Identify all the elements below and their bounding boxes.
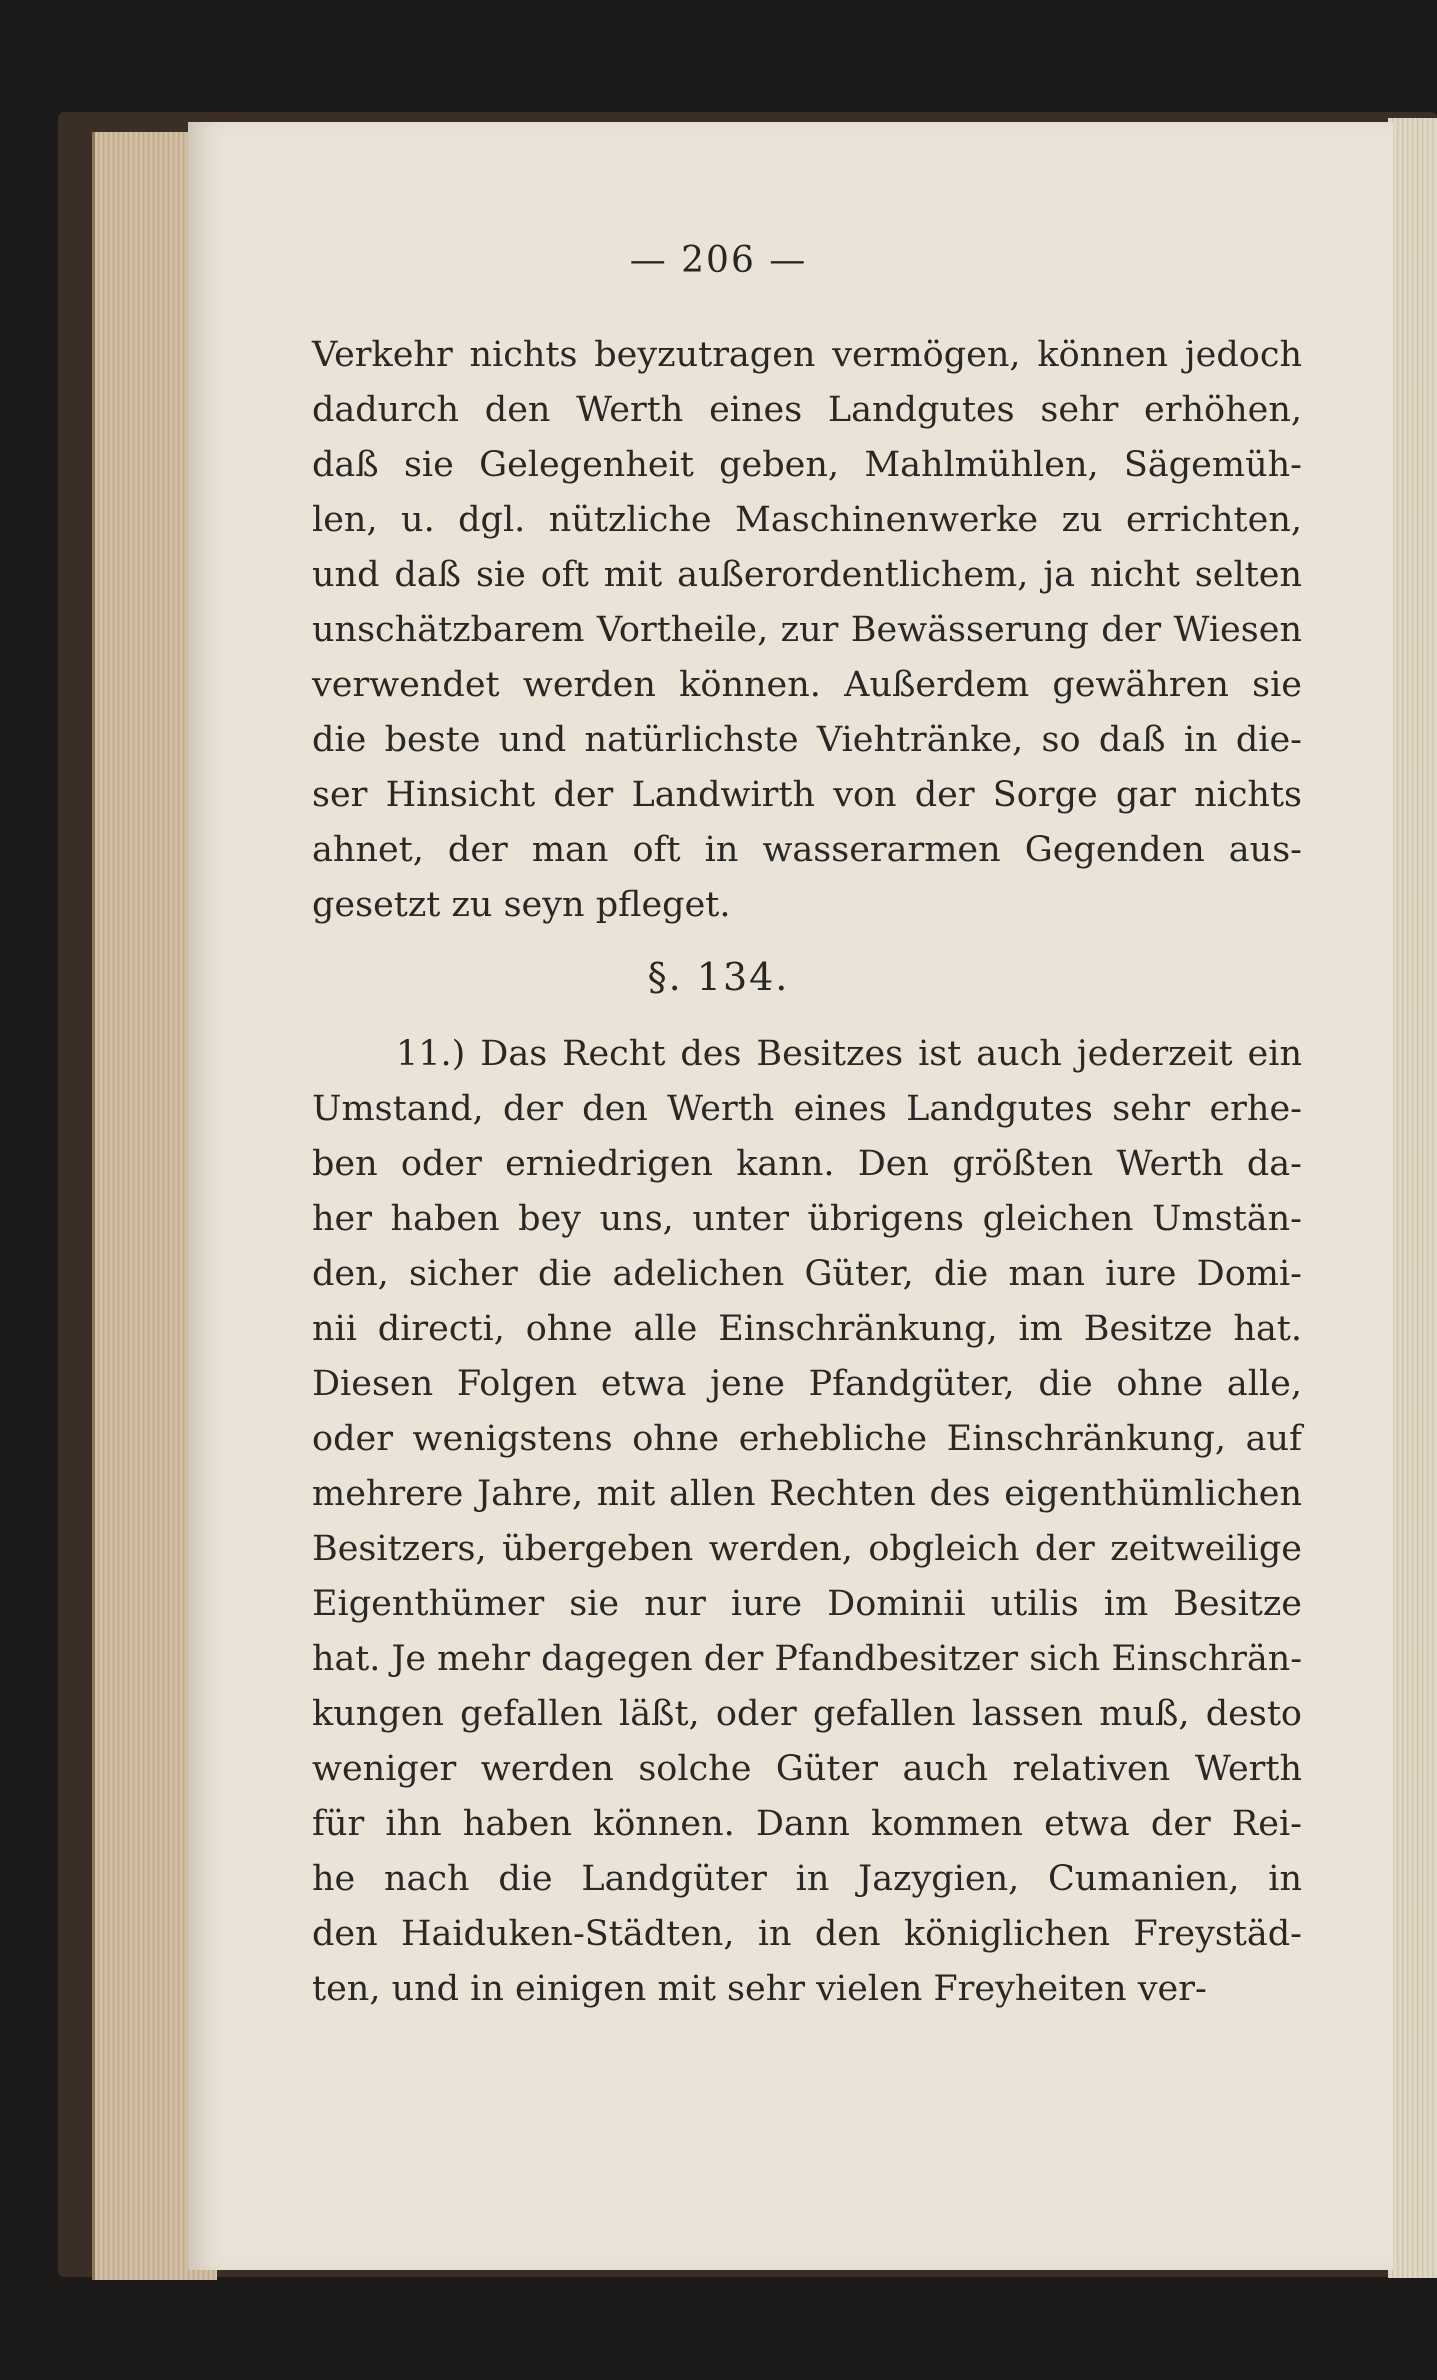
text-line: unschätzbarem Vortheile, zur Bewässerung der Wiesen xyxy=(312,610,1302,650)
text-line: den, sicher die adelichen Güter, die man iure Domi- xyxy=(312,1254,1302,1294)
text-line: ben oder erniedrigen kann. Den größten Werth da- xyxy=(312,1144,1302,1184)
text-line: Diesen Folgen etwa jene Pfandgüter, die ohne alle, xyxy=(312,1364,1302,1404)
text-line: gesetzt zu seyn pfleget. xyxy=(312,885,731,925)
text-line: und daß sie oft mit außerordentlichem, ja nicht selten xyxy=(312,555,1302,595)
text-line: für ihn haben können. Dann kommen etwa der Rei- xyxy=(312,1804,1302,1844)
text-line: hat. Je mehr dagegen der Pfandbesitzer sich Einschrän- xyxy=(312,1639,1302,1679)
text-line: he nach die Landgüter in Jazygien, Cumanien, in xyxy=(312,1859,1302,1899)
text-line: len, u. dgl. nützliche Maschinenwerke zu errichten, xyxy=(312,500,1302,540)
text-line: daß sie Gelegenheit geben, Mahlmühlen, Sägemüh- xyxy=(312,445,1302,485)
text-line: Besitzers, übergeben werden, obgleich der zeitweilige xyxy=(312,1529,1302,1569)
text-line: her haben bey uns, unter übrigens gleichen Umstän- xyxy=(312,1199,1302,1239)
text-line: kungen gefallen läßt, oder gefallen lassen muß, desto xyxy=(312,1694,1302,1734)
paragraph-2 xyxy=(312,1027,1302,2017)
text-line: dadurch den Werth eines Landgutes sehr erhöhen, xyxy=(312,390,1302,430)
text-line: ser Hinsicht der Landwirth von der Sorge gar nichts xyxy=(312,775,1302,815)
text-line: Eigenthümer sie nur iure Dominii utilis im Besitze xyxy=(312,1584,1302,1624)
text-line: ahnet, der man oft in wasserarmen Gegenden aus- xyxy=(312,830,1302,870)
text-line: verwendet werden können. Außerdem gewähren sie xyxy=(312,665,1302,705)
text-line: Umstand, der den Werth eines Landgutes sehr erhe- xyxy=(312,1089,1302,1129)
text-line: oder wenigstens ohne erhebliche Einschränkung, auf xyxy=(312,1419,1302,1459)
text-line: den Haiduken-Städten, in den königlichen Freystäd- xyxy=(312,1914,1302,1954)
page-number-header: — 206 — xyxy=(629,240,808,281)
text-line: ten, und in einigen mit sehr vielen Freyheiten ver- xyxy=(312,1969,1207,2009)
text-line: Verkehr nichts beyzutragen vermögen, können jedoch xyxy=(312,335,1302,375)
text-line: nii directi, ohne alle Einschränkung, im Besitze hat. xyxy=(312,1309,1302,1349)
section-heading: §. 134. xyxy=(647,955,790,999)
text-line: die beste und natürlichste Viehtränke, so daß in die- xyxy=(312,720,1302,760)
next-page-edge xyxy=(1388,118,1437,2278)
text-line: 11.) Das Recht des Besitzes ist auch jederzeit ein xyxy=(396,1034,1302,1074)
paragraph-1 xyxy=(312,328,1302,933)
text-line: weniger werden solche Güter auch relativen Werth xyxy=(312,1749,1302,1789)
text-line: mehrere Jahre, mit allen Rechten des eigenthümlichen xyxy=(312,1474,1302,1514)
